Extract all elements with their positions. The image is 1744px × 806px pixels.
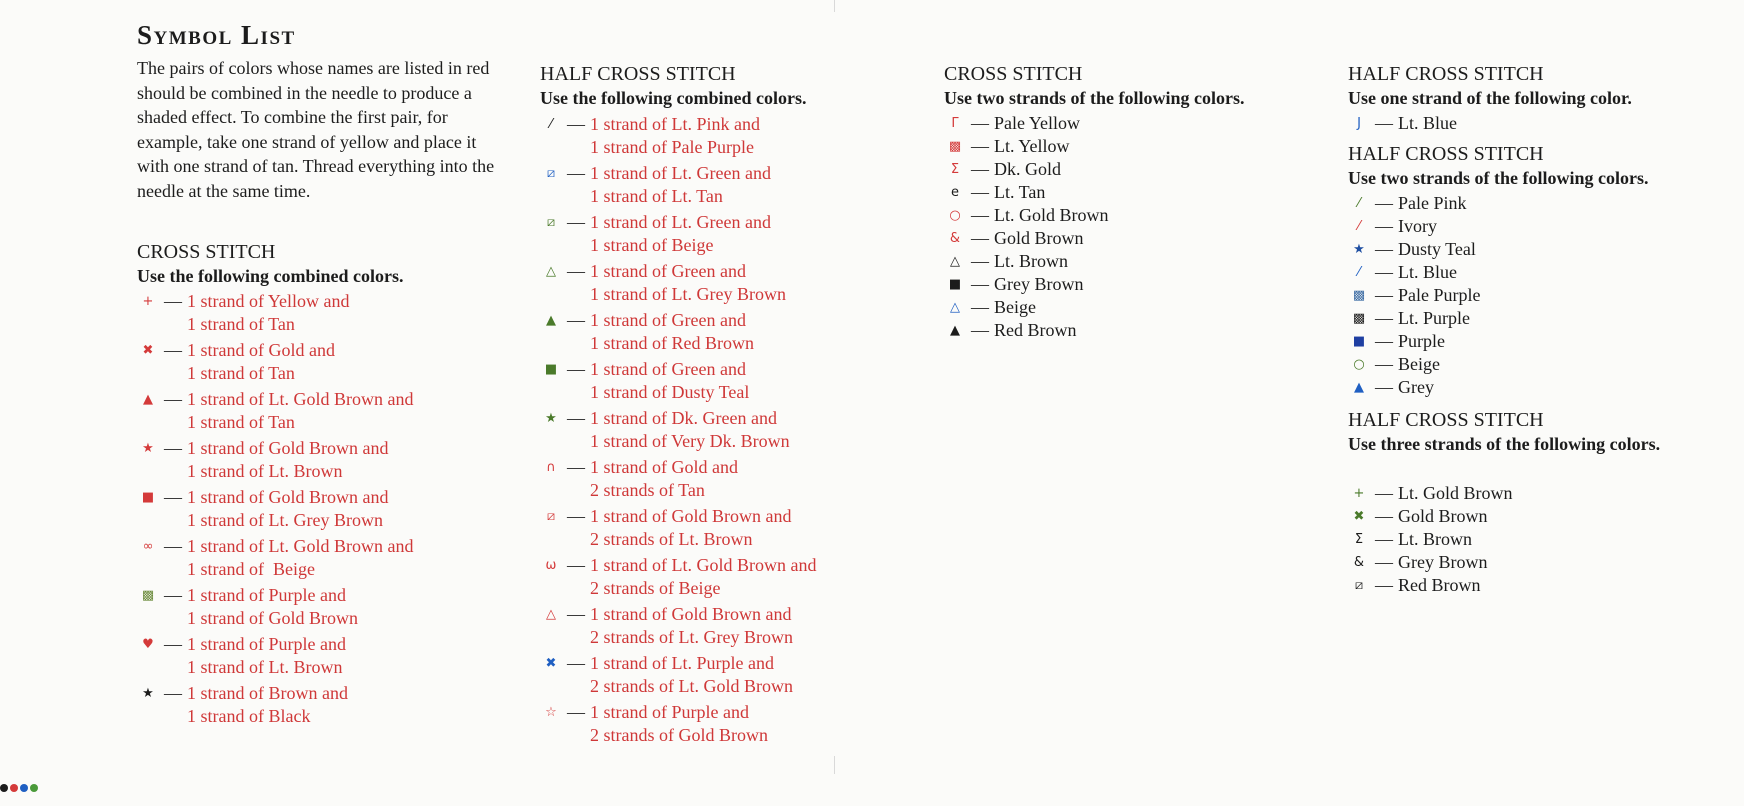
color-dot (20, 784, 28, 792)
color-line-1: 1 strand of Lt. Green and (590, 212, 771, 232)
color-name (1398, 330, 1445, 353)
symbol-entry (1348, 551, 1487, 574)
dash-separator: — (164, 389, 182, 409)
color-line-2: 1 strand of Black (187, 706, 311, 726)
symbol-entry (944, 319, 1077, 342)
color-line-1: Lt. Gold Brown (1398, 483, 1513, 503)
symbol-entry (540, 456, 738, 502)
stitch-symbol-icon: Σ (1354, 532, 1364, 547)
stitch-symbol-icon: △ (950, 254, 960, 269)
dash-separator: — (1375, 331, 1393, 351)
color-line-2: 2 strands of Lt. Brown (590, 529, 753, 549)
color-line-1: Beige (994, 297, 1036, 317)
color-name (994, 112, 1080, 135)
color-line-1: 1 strand of Green and (590, 261, 746, 281)
stitch-symbol-icon: ○ (949, 208, 961, 223)
stitch-symbol-icon: ■ (1352, 334, 1366, 349)
color-name (590, 162, 771, 208)
color-dot (30, 784, 38, 792)
dash-separator: — (1375, 575, 1393, 595)
stitch-symbol-icon: ▩ (1352, 311, 1366, 326)
color-line-2: 1 strand of Lt. Brown (187, 657, 343, 677)
stitch-symbol-icon: △ (546, 264, 556, 279)
stitch-symbol-icon: ω (545, 558, 557, 573)
color-line-1: Lt. Gold Brown (994, 205, 1109, 225)
stitch-symbol-icon: Σ (950, 162, 960, 177)
color-line-1: Grey Brown (994, 274, 1084, 294)
stitch-symbol-icon: Γ (951, 116, 959, 131)
symbol-entry (540, 603, 793, 649)
color-line-2: 1 strand of Lt. Tan (590, 186, 723, 206)
symbol-entry (1348, 353, 1440, 376)
stitch-symbol-icon: ■ (948, 277, 962, 292)
dash-separator: — (971, 159, 989, 179)
dash-separator: — (567, 114, 585, 134)
symbol-entry (540, 701, 768, 747)
color-name (187, 682, 348, 728)
color-name (1398, 261, 1457, 284)
dash-separator: — (1375, 262, 1393, 282)
color-line-1: 1 strand of Lt. Gold Brown and (590, 555, 817, 575)
dash-separator: — (567, 261, 585, 281)
symbol-entry (540, 211, 771, 257)
color-name (1398, 376, 1434, 399)
dash-separator: — (567, 702, 585, 722)
color-line-1: Red Brown (1398, 575, 1481, 595)
color-line-2: 1 strand of Gold Brown (187, 608, 358, 628)
color-line-1: 1 strand of Green and (590, 359, 746, 379)
dash-separator: — (1375, 552, 1393, 572)
color-line-1: 1 strand of Gold Brown and (590, 506, 792, 526)
dash-separator: — (164, 291, 182, 311)
dash-separator: — (164, 438, 182, 458)
color-name (590, 113, 760, 159)
color-name (187, 388, 413, 434)
stitch-symbol-icon: J (1357, 116, 1361, 131)
symbol-entry (944, 158, 1061, 181)
color-line-2: 2 strands of Lt. Gold Brown (590, 676, 793, 696)
color-line-1: Pale Purple (1398, 285, 1481, 305)
dash-separator: — (1375, 193, 1393, 213)
color-name (590, 358, 749, 404)
stitch-symbol-icon: ⧄ (546, 215, 556, 230)
dash-separator: — (1375, 216, 1393, 236)
symbol-entry (137, 633, 346, 679)
color-line-2: 1 strand of Lt. Grey Brown (187, 510, 383, 530)
section-heading: CROSS STITCH (944, 63, 1083, 85)
color-line-1: 1 strand of Green and (590, 310, 746, 330)
stitch-symbol-icon: ∩ (546, 460, 556, 475)
stitch-symbol-icon: ∞ (142, 539, 154, 554)
symbol-entry (1348, 528, 1472, 551)
color-dot (10, 784, 18, 792)
color-line-1: Lt. Blue (1398, 262, 1457, 282)
dash-separator: — (1375, 483, 1393, 503)
stitch-symbol-icon: ■ (141, 490, 155, 505)
dash-separator: — (567, 359, 585, 379)
dash-separator: — (971, 251, 989, 271)
symbol-entry (540, 407, 790, 453)
dash-separator: — (567, 653, 585, 673)
symbol-entry (1348, 307, 1470, 330)
color-line-1: Lt. Yellow (994, 136, 1070, 156)
color-name (1398, 528, 1472, 551)
dash-separator: — (164, 634, 182, 654)
symbol-entry (137, 682, 348, 728)
stitch-symbol-icon: ○ (1353, 357, 1365, 372)
symbol-entry (1348, 284, 1481, 307)
symbol-entry (540, 652, 793, 698)
symbol-entry (540, 358, 749, 404)
color-line-1: Gold Brown (994, 228, 1084, 248)
stitch-symbol-icon: ▩ (141, 588, 155, 603)
dash-separator: — (1375, 377, 1393, 397)
color-line-2: 2 strands of Lt. Grey Brown (590, 627, 793, 647)
dash-separator: — (567, 457, 585, 477)
dash-separator: — (1375, 308, 1393, 328)
color-name (187, 633, 346, 679)
stitch-symbol-icon: △ (546, 607, 556, 622)
color-name (187, 584, 358, 630)
color-line-1: Dusty Teal (1398, 239, 1476, 259)
color-name (187, 486, 388, 532)
color-line-2: 1 strand of Tan (187, 363, 295, 383)
dash-separator: — (164, 487, 182, 507)
color-name (590, 505, 791, 551)
color-name (994, 135, 1070, 158)
color-line-2: 2 strands of Tan (590, 480, 705, 500)
section-heading: HALF CROSS STITCH (540, 63, 736, 85)
corner-color-dots (0, 784, 38, 792)
symbol-entry (137, 486, 388, 532)
color-line-1: Dk. Gold (994, 159, 1061, 179)
color-line-1: 1 strand of Lt. Gold Brown and (187, 389, 414, 409)
symbol-entry (137, 290, 350, 336)
color-name (1398, 112, 1457, 135)
color-name (1398, 307, 1470, 330)
color-line-2: 1 strand of Red Brown (590, 333, 754, 353)
stitch-symbol-icon: ▲ (143, 392, 153, 407)
section-heading: HALF CROSS STITCH (1348, 143, 1544, 165)
dash-separator: — (971, 113, 989, 133)
color-name (1398, 505, 1488, 528)
stitch-symbol-icon: ✖ (545, 656, 557, 671)
symbol-entry (944, 204, 1109, 227)
color-name (590, 652, 793, 698)
color-name (994, 250, 1068, 273)
symbol-entry (1348, 574, 1481, 597)
symbol-entry (540, 505, 791, 551)
symbol-entry (1348, 261, 1457, 284)
color-line-2: 1 strand of Tan (187, 412, 295, 432)
stitch-symbol-icon: ▩ (1352, 288, 1366, 303)
stitch-symbol-icon: ▩ (948, 139, 962, 154)
dash-separator: — (971, 320, 989, 340)
color-line-1: Lt. Purple (1398, 308, 1470, 328)
color-line-2: 1 strand of Beige (187, 559, 315, 579)
color-line-2: 1 strand of Very Dk. Brown (590, 431, 790, 451)
color-line-1: Red Brown (994, 320, 1077, 340)
color-name (590, 260, 786, 306)
symbol-entry (540, 162, 771, 208)
stitch-symbol-icon: e (951, 185, 959, 200)
color-line-2: 1 strand of Beige (590, 235, 714, 255)
color-name (994, 319, 1077, 342)
stitch-symbol-icon: ★ (142, 441, 154, 456)
symbol-entry (944, 273, 1083, 296)
stitch-symbol-icon: ★ (1353, 242, 1365, 257)
color-line-1: 1 strand of Gold and (590, 457, 738, 477)
color-line-1: 1 strand of Purple and (187, 585, 346, 605)
intro-paragraph: The pairs of colors whose names are listed in red should be combined in the needle to produce a shaded effect. To combine the first pair, for example, take one strand of yellow and place it with one strand of tan. Thread everything into the needle at the same time. (137, 58, 495, 201)
color-line-1: 1 strand of Brown and (187, 683, 348, 703)
symbol-entry (137, 584, 358, 630)
stitch-symbol-icon: & (949, 231, 961, 246)
color-line-1: 1 strand of Lt. Gold Brown and (187, 536, 414, 556)
color-name (1398, 284, 1481, 307)
color-line-1: Lt. Brown (1398, 529, 1472, 549)
color-name (994, 296, 1036, 319)
stitch-symbol-icon: ⧄ (546, 166, 556, 181)
color-name (1398, 551, 1487, 574)
color-name (1398, 482, 1513, 505)
stitch-symbol-icon: ✖ (142, 343, 154, 358)
dash-separator: — (1375, 239, 1393, 259)
section-subheading: Use two strands of the following colors. (944, 88, 1245, 108)
color-line-2: 1 strand of Dusty Teal (590, 382, 750, 402)
dash-separator: — (164, 340, 182, 360)
symbol-entry (137, 535, 413, 581)
color-line-1: Beige (1398, 354, 1440, 374)
symbol-entry (1348, 330, 1445, 353)
stitch-symbol-icon: ⁄ (1357, 265, 1361, 280)
color-line-2: 2 strands of Gold Brown (590, 725, 768, 745)
color-line-2: 1 strand of Tan (187, 314, 295, 334)
color-line-1: Ivory (1398, 216, 1437, 236)
stitch-symbol-icon: ▲ (546, 313, 556, 328)
symbol-entry (540, 113, 760, 159)
dash-separator: — (164, 585, 182, 605)
dash-separator: — (567, 163, 585, 183)
color-line-1: 1 strand of Gold and (187, 340, 335, 360)
color-line-1: 1 strand of Purple and (187, 634, 346, 654)
color-line-2: 2 strands of Beige (590, 578, 721, 598)
color-line-1: 1 strand of Gold Brown and (187, 438, 389, 458)
color-name (187, 437, 388, 483)
stitch-symbol-icon: ♥ (142, 637, 154, 652)
color-name (994, 227, 1084, 250)
page-title: Symbol List (137, 20, 296, 50)
dash-separator: — (1375, 506, 1393, 526)
color-line-1: Pale Yellow (994, 113, 1081, 133)
stitch-symbol-icon: ★ (142, 686, 154, 701)
color-line-1: 1 strand of Gold Brown and (187, 487, 389, 507)
color-line-2: 1 strand of Lt. Grey Brown (590, 284, 786, 304)
stitch-symbol-icon: + (142, 294, 154, 309)
color-line-1: 1 strand of Lt. Pink and (590, 114, 760, 134)
color-line-1: Lt. Blue (1398, 113, 1457, 133)
symbol-entry (1348, 376, 1434, 399)
color-name (187, 339, 335, 385)
symbol-entry (1348, 482, 1513, 505)
color-name (994, 273, 1083, 296)
color-name (1398, 192, 1467, 215)
color-line-1: Lt. Brown (994, 251, 1068, 271)
page-divider (834, 756, 835, 774)
color-line-1: Pale Pink (1398, 193, 1467, 213)
dash-separator: — (567, 604, 585, 624)
dash-separator: — (971, 205, 989, 225)
symbol-entry (1348, 215, 1437, 238)
section-subheading: Use the following combined colors. (540, 88, 807, 108)
symbol-entry (540, 309, 754, 355)
dash-separator: — (1375, 113, 1393, 133)
symbol-entry (944, 227, 1084, 250)
color-name (590, 456, 738, 502)
symbol-entry (1348, 238, 1476, 261)
section-heading: CROSS STITCH (137, 241, 276, 263)
color-line-2: 1 strand of Pale Purple (590, 137, 754, 157)
color-name (1398, 238, 1476, 261)
stitch-symbol-icon: ☆ (545, 705, 557, 720)
dash-separator: — (567, 212, 585, 232)
color-line-1: 1 strand of Lt. Purple and (590, 653, 774, 673)
dash-separator: — (971, 297, 989, 317)
color-name (590, 701, 768, 747)
symbol-entry (1348, 505, 1488, 528)
dash-separator: — (1375, 354, 1393, 374)
stitch-symbol-icon: ⧄ (546, 509, 556, 524)
stitch-symbol-icon: △ (950, 300, 960, 315)
dash-separator: — (567, 555, 585, 575)
color-name (1398, 574, 1481, 597)
section-subheading: Use two strands of the following colors. (1348, 168, 1649, 188)
symbol-entry (944, 181, 1045, 204)
color-name (590, 554, 816, 600)
stitch-symbol-icon: ⧄ (1354, 578, 1364, 593)
stitch-symbol-icon: ⁄ (1357, 196, 1361, 211)
color-name (187, 290, 350, 336)
symbol-entry (944, 250, 1068, 273)
dash-separator: — (1375, 285, 1393, 305)
symbol-entry (137, 388, 413, 434)
color-name (590, 407, 790, 453)
section-subheading: Use three strands of the following colors. (1348, 434, 1661, 454)
section-subheading: Use one strand of the following color. (1348, 88, 1632, 108)
symbol-entry (944, 135, 1070, 158)
stitch-symbol-icon: ✖ (1353, 509, 1365, 524)
color-line-1: 1 strand of Purple and (590, 702, 749, 722)
dash-separator: — (971, 274, 989, 294)
color-line-1: Purple (1398, 331, 1445, 351)
color-line-1: 1 strand of Dk. Green and (590, 408, 777, 428)
color-dot (0, 784, 8, 792)
section-heading: HALF CROSS STITCH (1348, 63, 1544, 85)
dash-separator: — (567, 408, 585, 428)
color-name (1398, 353, 1440, 376)
color-name (590, 603, 793, 649)
symbol-entry (944, 296, 1036, 319)
color-name (994, 158, 1061, 181)
stitch-symbol-icon: ★ (545, 411, 557, 426)
color-line-2: 1 strand of Lt. Brown (187, 461, 343, 481)
color-line-1: Grey Brown (1398, 552, 1488, 572)
color-line-1: Lt. Tan (994, 182, 1046, 202)
color-line-1: Grey (1398, 377, 1434, 397)
color-line-1: 1 strand of Gold Brown and (590, 604, 792, 624)
symbol-entry (540, 554, 816, 600)
dash-separator: — (971, 228, 989, 248)
symbol-entry (540, 260, 786, 306)
stitch-symbol-icon: ▲ (1354, 380, 1364, 395)
symbol-entry (137, 437, 388, 483)
stitch-symbol-icon: & (1353, 555, 1365, 570)
symbol-entry (944, 112, 1080, 135)
stitch-symbol-icon: ⁄ (549, 117, 553, 132)
color-name (590, 211, 771, 257)
symbol-entry (1348, 192, 1467, 215)
dash-separator: — (164, 683, 182, 703)
color-line-1: 1 strand of Yellow and (187, 291, 350, 311)
stitch-symbol-icon: + (1353, 486, 1365, 501)
color-name (590, 309, 754, 355)
section-subheading: Use the following combined colors. (137, 266, 404, 286)
dash-separator: — (971, 136, 989, 156)
dash-separator: — (1375, 529, 1393, 549)
section-heading: HALF CROSS STITCH (1348, 409, 1544, 431)
color-name (994, 181, 1045, 204)
color-name (187, 535, 413, 581)
dash-separator: — (164, 536, 182, 556)
stitch-symbol-icon: ⁄ (1357, 219, 1361, 234)
symbol-entry (1348, 112, 1457, 135)
color-name (994, 204, 1109, 227)
symbol-entry (137, 339, 335, 385)
dash-separator: — (567, 506, 585, 526)
dash-separator: — (971, 182, 989, 202)
color-line-1: 1 strand of Lt. Green and (590, 163, 771, 183)
color-line-1: Gold Brown (1398, 506, 1488, 526)
stitch-symbol-icon: ▲ (950, 323, 960, 338)
page-divider (834, 0, 835, 12)
dash-separator: — (567, 310, 585, 330)
stitch-symbol-icon: ■ (544, 362, 558, 377)
color-name (1398, 215, 1437, 238)
